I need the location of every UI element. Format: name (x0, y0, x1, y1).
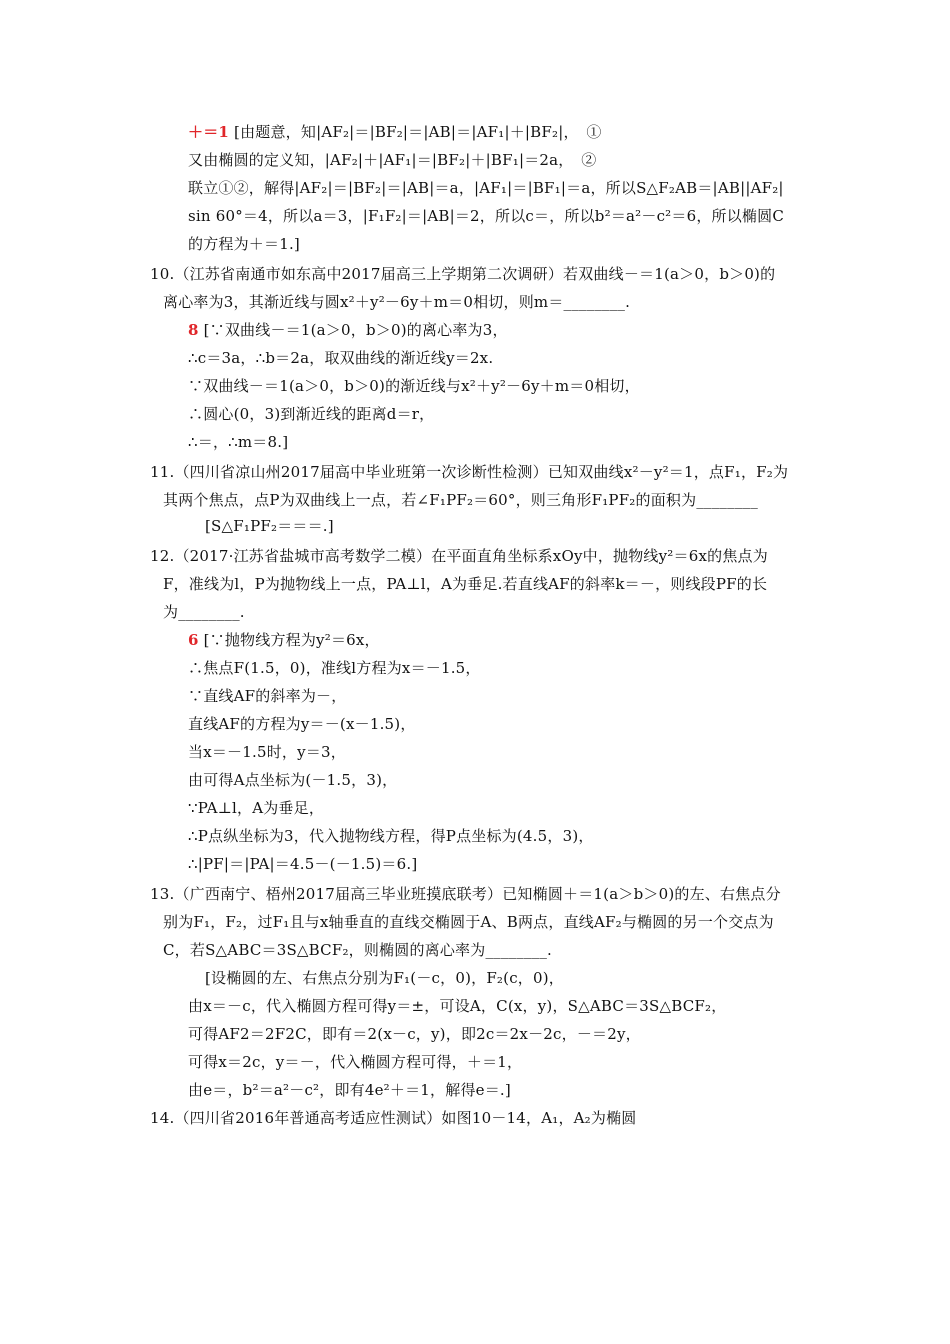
text-line (150, 1108, 637, 1128)
line-text: 可得AF2＝2F2C，即有＝2(x－c，y)，即2c＝2x－2c，－＝2y， (188, 1025, 641, 1043)
text-line (188, 798, 324, 818)
text-line (163, 574, 767, 594)
text-line (188, 348, 493, 368)
text-line (150, 546, 768, 566)
line-text: 直线AF的方程为y＝－(x－1.5)， (188, 715, 416, 733)
answer-highlight: 8 (188, 321, 199, 339)
text-line (188, 1024, 641, 1044)
line-text: ∴|PF|＝|PA|＝4.5－(－1.5)＝6.] (188, 855, 418, 873)
line-text: ∴c＝3a，∴b＝2a，取双曲线的渐近线y＝2x. (188, 349, 494, 367)
text-line (188, 1080, 511, 1100)
line-text: ∴＝，∴m＝8.] (188, 433, 289, 451)
text-line (188, 320, 508, 340)
line-text: [∵双曲线－＝1(a＞0，b＞0)的离心率为3， (198, 321, 508, 339)
line-text: 联立①②，解得|AF₂|＝|BF₂|＝|AB|＝a，|AF₁|＝|BF₁|＝a，所以S△F₂AB＝|AB||AF₂| (188, 179, 784, 197)
line-text: 其两个焦点，点P为双曲线上一点，若∠F₁PF₂＝60°，则三角形F₁PF₂的面积为________ (163, 491, 758, 509)
line-text: ∴焦点F(1.5，0)，准线l方程为x＝－1.5， (188, 659, 481, 677)
text-line (188, 234, 300, 254)
line-text: ∵双曲线－＝1(a＞0，b＞0)的渐近线与x²＋y²－6y＋m＝0相切， (188, 377, 640, 395)
line-text: 又由椭圆的定义知，|AF₂|＋|AF₁|＝|BF₂|＋|BF₁|＝2a， ② (188, 151, 597, 169)
line-text: ∵PA⊥l，A为垂足， (188, 799, 325, 817)
line-text: 的方程为＋＝1.] (188, 235, 300, 253)
text-line (188, 658, 481, 678)
line-text: 离心率为3，其渐近线与圆x²＋y²－6y＋m＝0相切，则m＝________. (163, 293, 631, 311)
text-line (163, 912, 774, 932)
text-line (205, 516, 334, 536)
text-line (188, 630, 380, 650)
answer-highlight: 6 (188, 631, 199, 649)
line-text: ∴P点纵坐标为3，代入抛物线方程，得P点坐标为(4.5，3)， (188, 827, 594, 845)
line-text: 11.（四川省凉山州2017届高中毕业班第一次诊断性检测）已知双曲线x²－y²＝1，点F₁，F₂为 (150, 463, 789, 481)
line-text: C，若S△ABC＝3S△BCF₂，则椭圆的离心率为________. (163, 941, 553, 959)
line-text: 别为F₁，F₂，过F₁且与x轴垂直的直线交椭圆于A、B两点，直线AF₂与椭圆的另一个交点为 (163, 913, 774, 931)
line-text: 由可得A点坐标为(－1.5，3)， (188, 771, 398, 789)
line-text: 可得x＝2c，y＝－，代入椭圆方程可得，＋＝1， (188, 1053, 523, 1071)
text-line (150, 264, 775, 284)
line-text: 13.（广西南宁、梧州2017届高三毕业班摸底联考）已知椭圆＋＝1(a＞b＞0)的左、右焦点分 (150, 885, 781, 903)
line-text: 当x＝－1.5时，y＝3， (188, 743, 346, 761)
text-line (188, 432, 288, 452)
line-text: 10.（江苏省南通市如东高中2017届高三上学期第二次调研）若双曲线－＝1(a＞0，b＞0)的 (150, 265, 776, 283)
line-text: F，准线为l，P为抛物线上一点，PA⊥l，A为垂足.若直线AF的斜率k＝－，则线段PF的长 (163, 575, 768, 593)
line-text: [S△F₁PF₂＝＝＝.] (205, 517, 334, 535)
line-text: [∵抛物线方程为y²＝6x， (198, 631, 380, 649)
text-line (188, 404, 434, 424)
text-line (163, 292, 630, 312)
line-text: sin 60°＝4，所以a＝3，|F₁F₂|＝|AB|＝2，所以c＝，所以b²＝a²－c²＝6，所以椭圆C (188, 207, 785, 225)
line-text: [由题意，知|AF₂|＝|BF₂|＝|AB|＝|AF₁|＋|BF₂|， ① (229, 123, 602, 141)
text-line (163, 490, 758, 510)
text-line (188, 742, 346, 762)
text-line (188, 206, 784, 226)
text-line (163, 940, 552, 960)
text-line (188, 150, 596, 170)
line-text: 14.（四川省2016年普通高考适应性测试）如图10－14，A₁，A₂为椭圆 (150, 1109, 637, 1127)
line-text: 由e＝，b²＝a²－c²，即有4e²＋＝1，解得e＝.] (188, 1081, 511, 1099)
line-text: 为________. (163, 603, 245, 621)
text-line (188, 122, 602, 142)
text-line (150, 884, 781, 904)
text-line (188, 1052, 522, 1072)
line-text: ∵直线AF的斜率为－， (188, 687, 347, 705)
text-line (188, 178, 784, 198)
line-text: 由x＝－c，代入椭圆方程可得y＝±，可设A，C(x，y)，S△ABC＝3S△BCF₂， (188, 997, 727, 1015)
text-line (163, 602, 245, 622)
text-line (150, 462, 788, 482)
text-line (205, 968, 564, 988)
text-line (188, 376, 640, 396)
line-text: ∴圆心(0，3)到渐近线的距离d＝r， (188, 405, 435, 423)
text-line (188, 826, 594, 846)
line-text: 12.（2017·江苏省盐城市高考数学二模）在平面直角坐标系xOy中，抛物线y²＝6x的焦点为 (150, 547, 768, 565)
text-line (188, 996, 726, 1016)
text-line (188, 770, 397, 790)
text-line (188, 714, 416, 734)
text-line (188, 854, 417, 874)
line-text: [设椭圆的左、右焦点分别为F₁(－c，0)，F₂(c，0)， (205, 969, 564, 987)
text-line (188, 686, 346, 706)
answer-highlight: ＋＝1 (188, 123, 230, 141)
